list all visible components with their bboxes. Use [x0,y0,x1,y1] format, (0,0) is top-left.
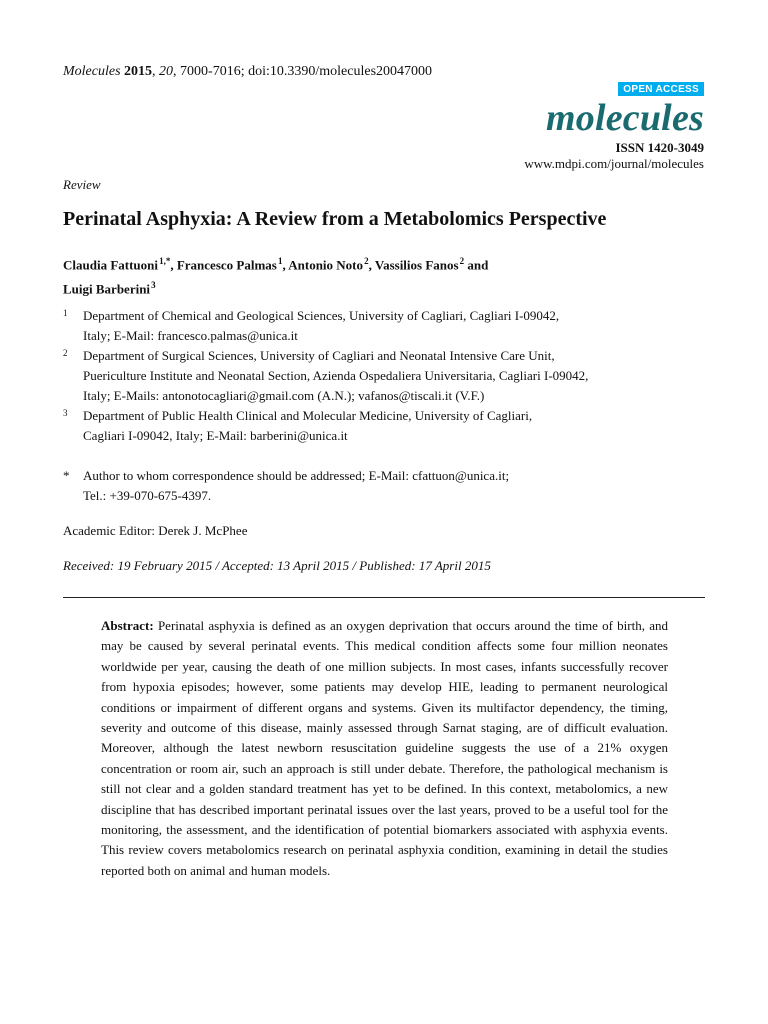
affiliations [63,306,708,446]
divider-rule [63,597,705,598]
correspondence-note [63,466,708,506]
article-type: Review [63,177,101,192]
citation-line: Molecules 2015, 20, 7000-7016; doi:10.3390/molecules20047000 [63,64,433,79]
abstract [101,616,668,881]
issn: ISSN 1420-3049 [615,140,704,155]
affiliation-line: Department of Public Health Clinical and Molecular Medicine, University of Cagliari, [83,408,533,423]
author-affiliation-sup: 2 [459,256,465,266]
correspondence-line: Author to whom correspondence should be addressed; E-Mail: cfattuon@unica.it; [83,468,510,483]
affiliation-item [63,406,708,446]
citation-year: 2015 [124,64,153,79]
affiliation-number: 2 [63,348,68,358]
affiliation-line: Cagliari I-09042, Italy; E-Mail: barberini@unica.it [83,428,348,443]
affiliation-line: Italy; E-Mail: francesco.palmas@unica.it [83,328,298,343]
affiliation-item [63,306,708,346]
journal-url[interactable]: www.mdpi.com/journal/molecules [524,156,704,171]
correspondence-line: Tel.: +39-070-675-4397. [83,488,212,503]
affiliation-number: 3 [63,408,68,418]
affiliation-line: Department of Chemical and Geological Sciences, University of Cagliari, Cagliari I-09042, [83,308,560,323]
author-affiliation-sup: 1 [277,256,283,266]
article-title: Perinatal Asphyxia: A Review from a Metabolomics Perspective [63,208,607,230]
citation-volume: 20 [159,64,174,79]
author-name: Antonio Noto [288,257,364,273]
affiliation-line: Puericulture Institute and Neonatal Section, Azienda Ospedaliera Universitaria, Cagliari I-09042, [83,368,589,383]
open-access-badge: OPEN ACCESS [618,82,704,96]
author-affiliation-sup: 1,* [159,256,171,266]
author-list: Claudia Fattuoni $^{1,*}$, Francesco Palmas $^1$, Antonio Noto $^2$, Vassilios Fanos $^2$ and Luigi Barberini $^3$ [63,256,489,297]
author-name: Luigi Barberini [63,281,151,297]
author-affiliation-sup: 3 [151,280,156,291]
abstract-label: Abstract: [101,618,154,633]
academic-editor: Academic Editor: Derek J. McPhee [63,523,248,538]
abstract-text: Perinatal asphyxia is defined as an oxygen deprivation that occurs around the time of birth, and may be caused by several perinatal events. This medical condition affects some four million neonates worldwide per year, causing the death of one million subjects. In most cases, infants successfully recover from hypoxia episodes; however, some patients may develop HIE, leading to permanent neurological conditions or impairment of different organs and systems. Given its multifactor dependency, the timing, severity and outcome of this disease, mainly assessed through Sarnat staging, are of difficult evaluation. Moreover, although the latest newborn resuscitation guideline suggests the use of a 21% oxygen concentration or room air, such an approach is still under debate. Therefore, the pathological mechanism is still not clear and a golden standard treatment has yet to be defined. In this context, metabolomics, a new discipline that has described important perinatal issues over the last years, proved to be a useful tool for the monitoring, the assessment, and the identification of potential biomarkers associated with asphyxia events. This review covers metabolomics research on perinatal asphyxia condition, examining in detail the studies reported both on animal and human models. [101,618,668,878]
author-name: Francesco Palmas [176,257,277,273]
author-name: Claudia Fattuoni [63,257,158,273]
correspondence-star: * [63,468,70,483]
citation-rest: , 7000-7016; doi:10.3390/molecules20047000 [173,64,433,79]
journal-logo-text: molecules [546,97,704,139]
affiliation-line: Department of Surgical Sciences, University of Cagliari and Neonatal Intensive Care Unit, [83,348,555,363]
affiliation-item [63,346,708,406]
author-affiliation-sup: 2 [364,256,369,266]
author-name: Vassilios Fanos [374,257,459,273]
affiliation-line: Italy; E-Mails: antonotocagliari@gmail.com (A.N.); vafanos@tiscali.it (V.F.) [83,388,485,403]
publication-dates: Received: 19 February 2015 / Accepted: 13 April 2015 / Published: 17 April 2015 [63,558,491,573]
citation-journal: Molecules [63,64,121,79]
affiliation-number: 1 [63,308,68,318]
